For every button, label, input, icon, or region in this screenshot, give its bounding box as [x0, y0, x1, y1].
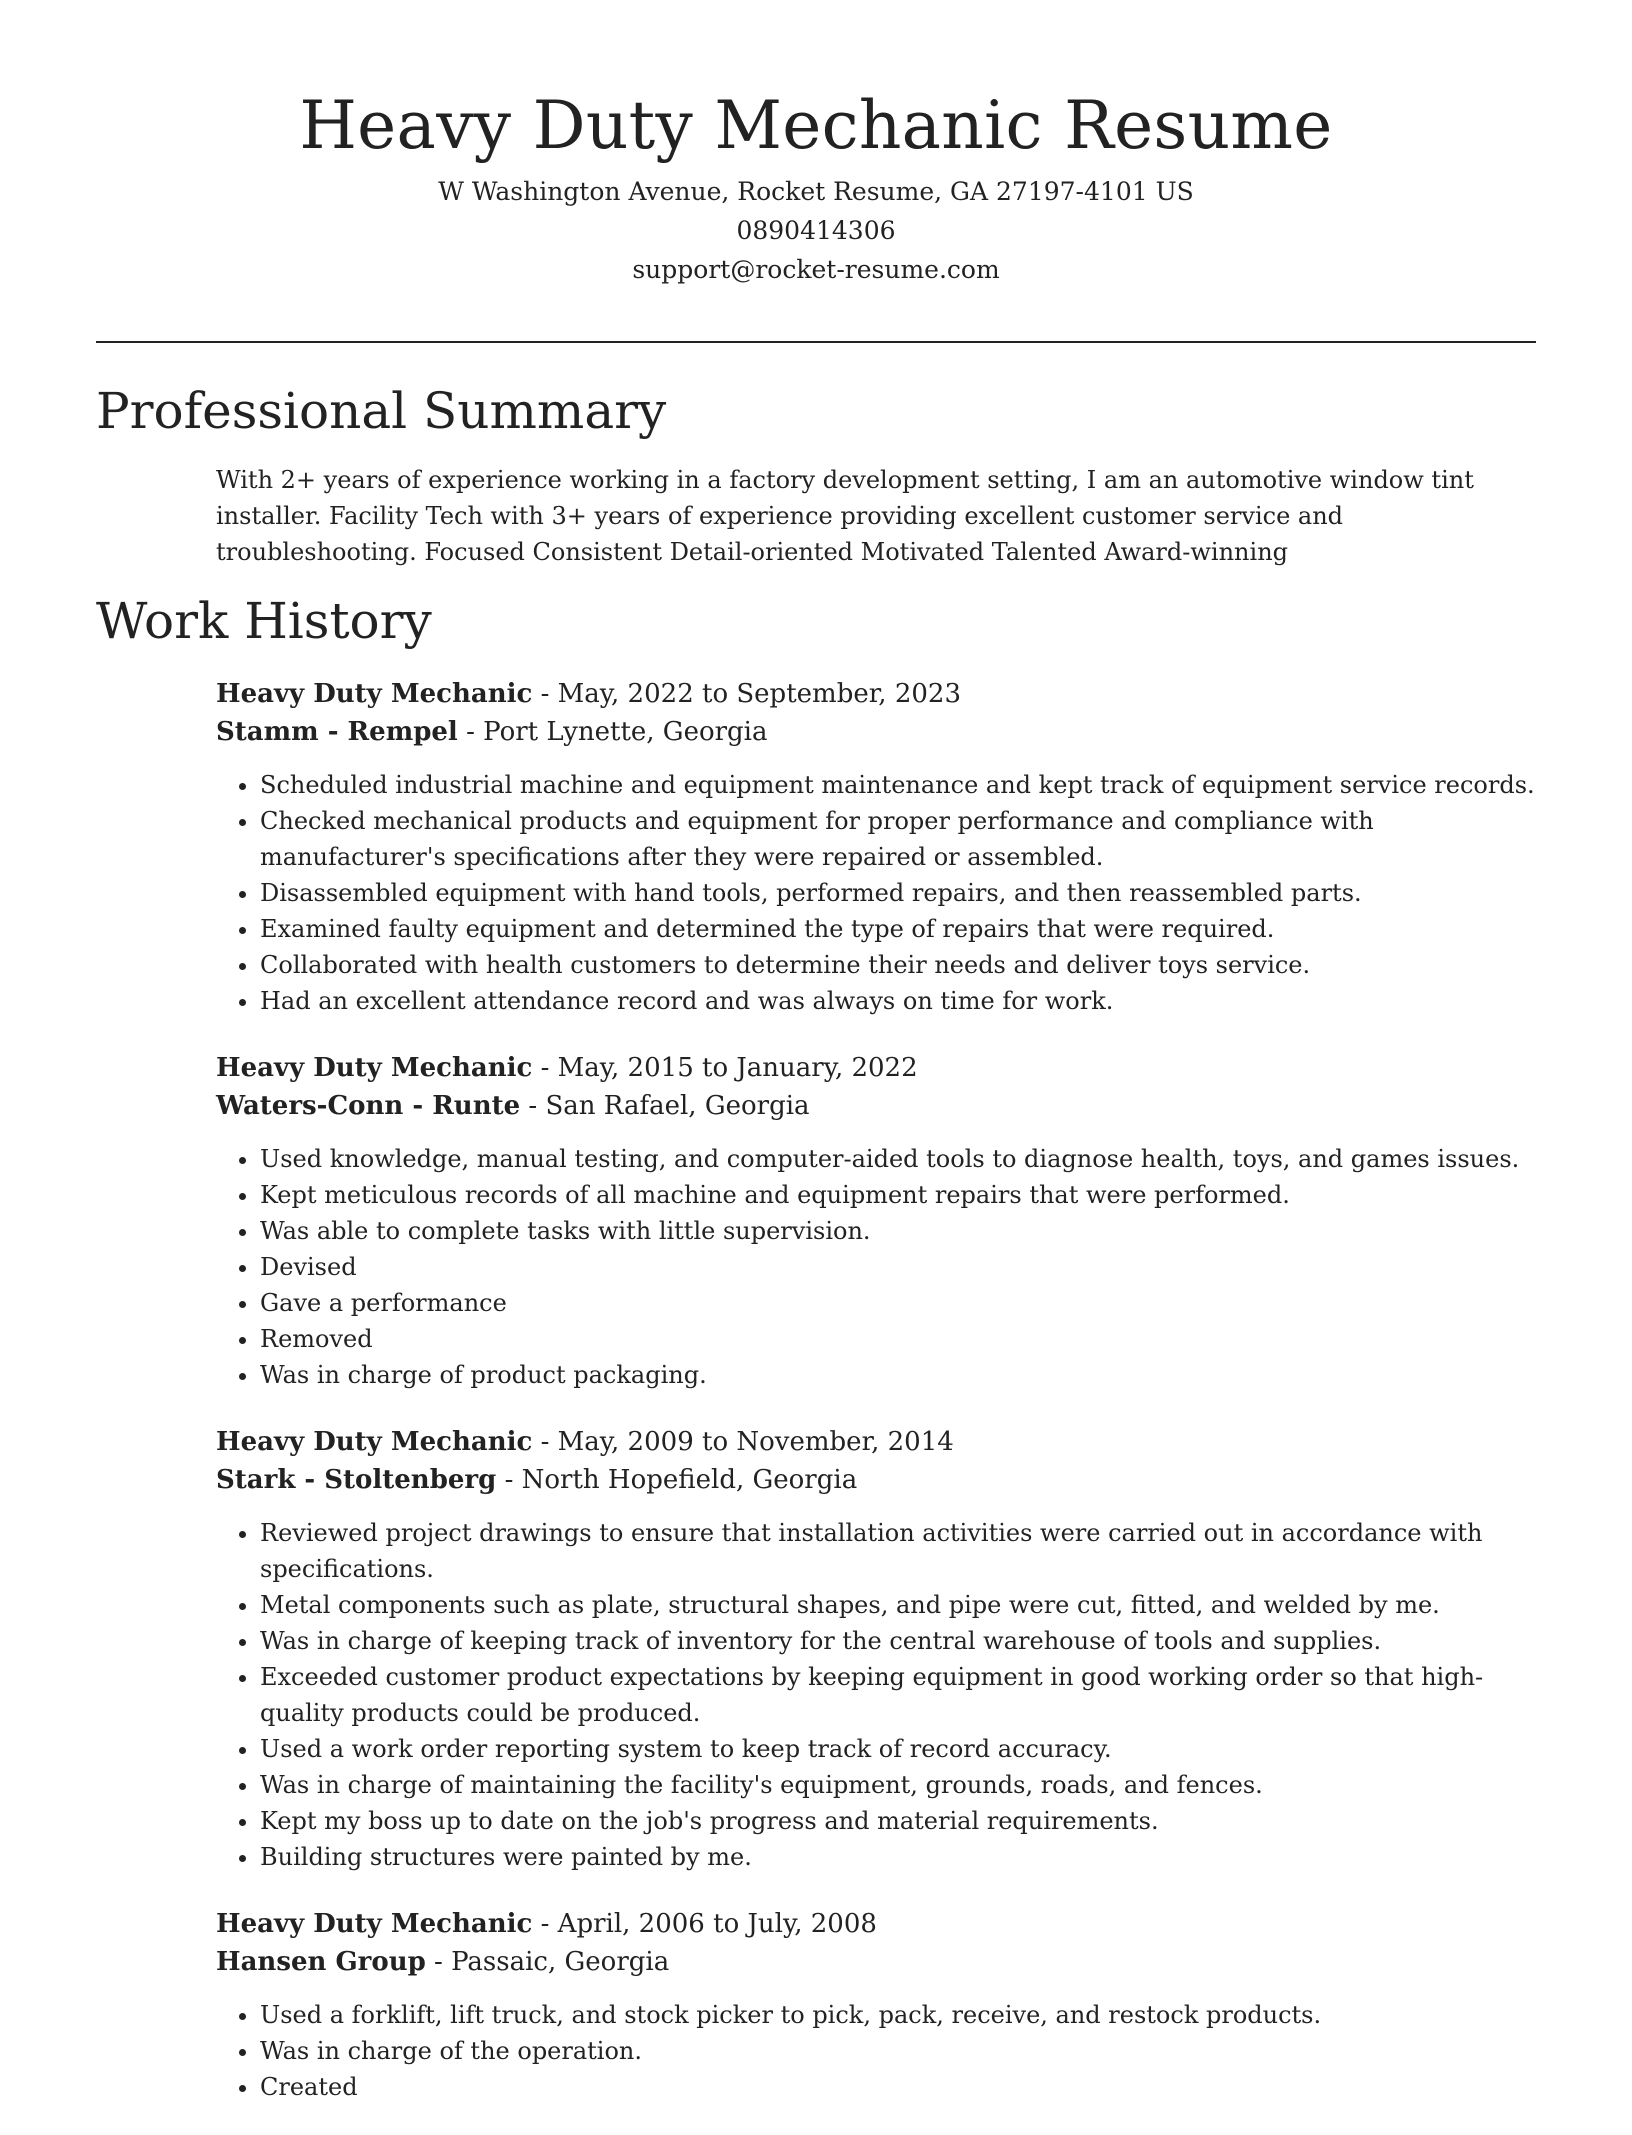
job-dates: - May, 2015 to January, 2022 — [532, 1053, 918, 1083]
duty-item: • Used a work order reporting system to keep track of record accuracy. — [260, 1731, 1536, 1767]
duty-item: • Created — [260, 2069, 1536, 2105]
duty-item: • Used knowledge, manual testing, and computer-aided tools to diagnose health, toys, and games issues. — [260, 1141, 1536, 1177]
contact-phone: 0890414306 — [736, 216, 896, 245]
duty-item: • Had an excellent attendance record and was always on time for work. — [260, 983, 1536, 1019]
summary-text: With 2+ years of experience working in a factory development setting, I am an automotive window tint installer. Facility Tech with 3+ years of experience providing excellent customer service and troubleshooting. Focused Consistent Detail-oriented Motivated Talented Award-winning — [216, 466, 1474, 566]
job-company-line — [216, 713, 1536, 751]
company-name: Waters-Conn - Runte — [216, 1091, 521, 1121]
job-entry — [216, 1049, 1536, 1393]
contact-address: W Washington Avenue, Rocket Resume, GA 27197-4101 US — [438, 177, 1194, 206]
duty-item: • Examined faulty equipment and determined the type of repairs that were required. — [260, 911, 1536, 947]
job-duties — [216, 1141, 1536, 1393]
company-name: Stark - Stoltenberg — [216, 1465, 497, 1495]
summary-heading: Professional Summary — [96, 382, 667, 440]
job-company-line — [216, 1461, 1536, 1499]
job-title: Heavy Duty Mechanic — [216, 1053, 533, 1083]
duty-item: • Exceeded customer product expectations by keeping equipment in good working order so that high-quality products could be produced. — [260, 1659, 1536, 1731]
duty-item: • Was in charge of product packaging. — [260, 1357, 1536, 1393]
company-name: Stamm - Rempel — [216, 717, 458, 747]
job-title-line — [216, 1423, 1536, 1461]
duty-item: • Was in charge of keeping track of inventory for the central warehouse of tools and supplies. — [260, 1623, 1536, 1659]
job-dates: - April, 2006 to July, 2008 — [532, 1909, 877, 1939]
job-company-line — [216, 1943, 1536, 1981]
company-name: Hansen Group — [216, 1947, 426, 1977]
job-duties — [216, 1515, 1536, 1875]
job-dates: - May, 2009 to November, 2014 — [532, 1427, 954, 1457]
contact-info — [96, 172, 1536, 289]
duty-item: • Disassembled equipment with hand tools, performed repairs, and then reassembled parts. — [260, 875, 1536, 911]
contact-email: support@rocket-resume.com — [632, 255, 1000, 284]
duty-item: • Kept my boss up to date on the job's progress and material requirements. — [260, 1803, 1536, 1839]
job-location: - Passaic, Georgia — [425, 1947, 670, 1977]
job-duties — [216, 1997, 1536, 2105]
resume-header — [96, 84, 1536, 289]
duty-item: • Scheduled industrial machine and equipment maintenance and kept track of equipment service records. — [260, 767, 1536, 803]
job-title: Heavy Duty Mechanic — [216, 1909, 533, 1939]
job-company-line — [216, 1087, 1536, 1125]
job-location: - Port Lynette, Georgia — [457, 717, 768, 747]
duty-item: • Devised — [260, 1249, 1536, 1285]
job-title-line — [216, 675, 1536, 713]
job-title-line — [216, 1049, 1536, 1087]
duty-item: • Reviewed project drawings to ensure that installation activities were carried out in accordance with specifications. — [260, 1515, 1536, 1587]
job-entry — [216, 1905, 1536, 2105]
duty-item: • Collaborated with health customers to determine their needs and deliver toys service. — [260, 947, 1536, 983]
work-history-list — [216, 675, 1536, 2135]
job-dates: - May, 2022 to September, 2023 — [532, 679, 961, 709]
duty-item: • Was able to complete tasks with little supervision. — [260, 1213, 1536, 1249]
duty-item: • Removed — [260, 1321, 1536, 1357]
duty-item: • Gave a performance — [260, 1285, 1536, 1321]
header-divider — [96, 341, 1536, 343]
job-duties — [216, 767, 1536, 1019]
duty-item: • Was in charge of maintaining the facility's equipment, grounds, roads, and fences. — [260, 1767, 1536, 1803]
page-title: Heavy Duty Mechanic Resume — [299, 87, 1333, 164]
job-entry — [216, 675, 1536, 1019]
duty-item: • Kept meticulous records of all machine and equipment repairs that were performed. — [260, 1177, 1536, 1213]
duty-item: • Building structures were painted by me. — [260, 1839, 1536, 1875]
duty-item: • Checked mechanical products and equipment for proper performance and compliance with manufacturer's specifications after they were repaired or assembled. — [260, 803, 1536, 875]
job-title: Heavy Duty Mechanic — [216, 1427, 533, 1457]
job-location: - San Rafael, Georgia — [520, 1091, 810, 1121]
job-title: Heavy Duty Mechanic — [216, 679, 533, 709]
job-entry — [216, 1423, 1536, 1875]
work-history-heading: Work History — [96, 592, 432, 650]
job-title-line — [216, 1905, 1536, 1943]
duty-item: • Was in charge of the operation. — [260, 2033, 1536, 2069]
duty-item: • Used a forklift, lift truck, and stock picker to pick, pack, receive, and restock products. — [260, 1997, 1536, 2033]
job-location: - North Hopefield, Georgia — [496, 1465, 858, 1495]
duty-item: • Metal components such as plate, structural shapes, and pipe were cut, fitted, and welded by me. — [260, 1587, 1536, 1623]
